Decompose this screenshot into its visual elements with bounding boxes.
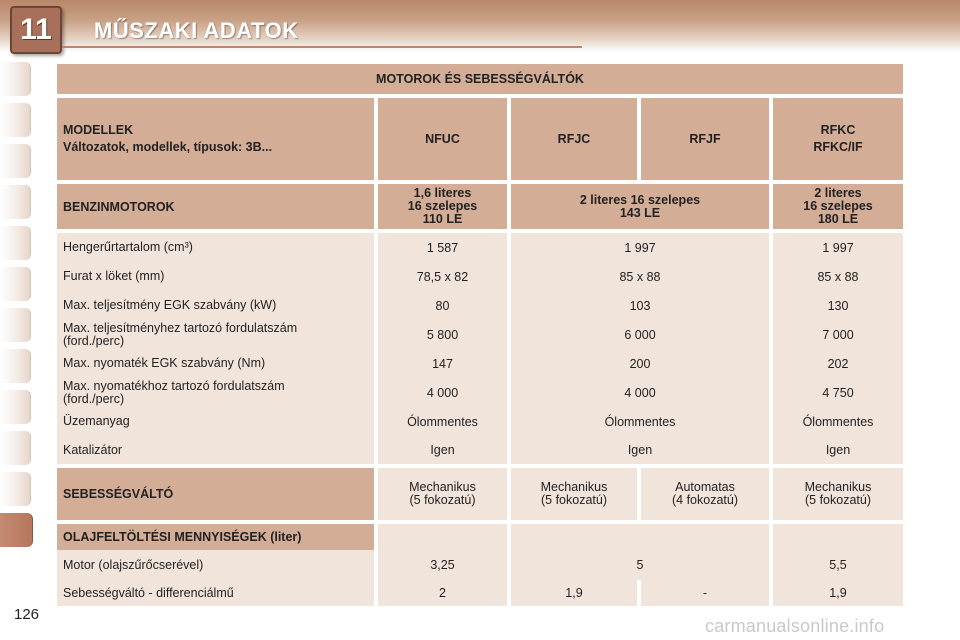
engines-label: BENZINMOTOROK: [57, 184, 374, 229]
page-title: MŰSZAKI ADATOK: [94, 18, 299, 43]
row-value: 80: [435, 298, 450, 313]
row-label-displacement: [57, 233, 374, 262]
models-label: [57, 98, 374, 180]
row-value: Ólommentes: [407, 414, 478, 429]
row-label-torque-rpm: Max. nyomatékhoz tartozó fordulatszám (ford./perc): [63, 378, 285, 406]
row-value: 1 587: [426, 240, 459, 255]
row-label-catalyst: Katalizátor: [63, 442, 123, 457]
row-value: 5 800: [426, 327, 459, 342]
row-value: 85 x 88: [619, 269, 661, 284]
row-value: 147: [432, 356, 453, 371]
row-value: Igen: [825, 443, 851, 457]
row-value: Igen: [627, 443, 653, 457]
engine-1-6: 1,6 literes 16 szelepes 110 LE: [378, 184, 507, 229]
row-value: Ólommentes: [802, 414, 874, 429]
engine-2-180: 2 literes 16 szelepes 180 LE: [773, 184, 903, 229]
oil-motor-label: Motor (olajszűrőcserével): [63, 557, 204, 572]
oil-motor-value: 5: [636, 558, 644, 572]
row-value: 202: [827, 356, 849, 371]
row-value: 103: [629, 298, 651, 313]
model-code-nfuc: NFUC: [378, 98, 507, 180]
oil-label: OLAJFELTÖLTÉSI MENNYISÉGEK (liter): [57, 524, 374, 550]
gearbox-rfjc: Mechanikus (5 fokozatú): [511, 468, 637, 520]
oil-motor-value: 3,25: [430, 558, 455, 572]
row-value: 85 x 88: [817, 269, 859, 284]
row-value: 7 000: [822, 327, 854, 342]
gearbox-rfkc: Mechanikus (5 fokozatú): [773, 468, 903, 520]
row-value: 4 000: [624, 385, 656, 400]
gearbox-nfuc: Mechanikus (5 fokozatú): [378, 468, 507, 520]
row-label-fuel: Üzemanyag: [63, 414, 130, 428]
engine-2-143: 2 literes 16 szelepes 143 LE: [511, 184, 769, 229]
row-value: 130: [827, 298, 849, 313]
model-code-rfjf: RFJF: [641, 98, 769, 180]
row-value: 200: [629, 356, 651, 371]
chapter-badge: 11: [10, 6, 62, 54]
row-value: 4 000: [426, 385, 459, 400]
oil-gear-label: Sebességváltó - differenciálmű: [63, 585, 234, 600]
row-value: 6 000: [624, 327, 656, 342]
row-value: 1 997: [822, 240, 854, 255]
row-label-bore-stroke: Furat x löket (mm): [63, 269, 165, 283]
row-value: Ólommentes: [604, 414, 676, 429]
row-label-power-rpm: Max. teljesítményhez tartozó fordulatszám (ford./perc): [63, 320, 298, 348]
oil-gear-value: 1,9: [565, 586, 583, 600]
gearbox-label: SEBESSÉGVÁLTÓ: [57, 468, 374, 520]
page-number: 126: [14, 606, 40, 623]
row-value: 78,5 x 82: [416, 269, 469, 284]
model-code-rfkc: RFKC RFKC/IF: [773, 98, 903, 180]
models-label-line1: MODELLEK: [63, 123, 134, 137]
row-label-max-power: Max. teljesítmény EGK szabvány (kW): [63, 298, 277, 312]
table-caption: MOTOROK ÉS SEBESSÉGVÁLTÓK: [57, 64, 903, 94]
oil-gear-value: 1,9: [829, 586, 847, 600]
models-label-line2: Változatok, modellek, típusok: 3B...: [63, 140, 273, 154]
row-label-max-torque: Max. nyomaték EGK szabvány (Nm): [63, 356, 266, 370]
oil-gear-value: -: [702, 586, 708, 600]
row-value: 1 997: [624, 240, 656, 255]
oil-motor-value: 5,5: [829, 558, 847, 572]
row-value: Igen: [430, 443, 455, 457]
watermark: carmanualsonline.info: [705, 616, 885, 636]
gearbox-rfjf: Automatas (4 fokozatú): [641, 468, 769, 520]
row-value: 4 750: [822, 385, 854, 400]
row-label-displacement-text: Hengerűrtartalom (cm³): [63, 240, 193, 254]
model-code-rfjc: RFJC: [511, 98, 637, 180]
oil-gear-value: 2: [439, 586, 446, 600]
